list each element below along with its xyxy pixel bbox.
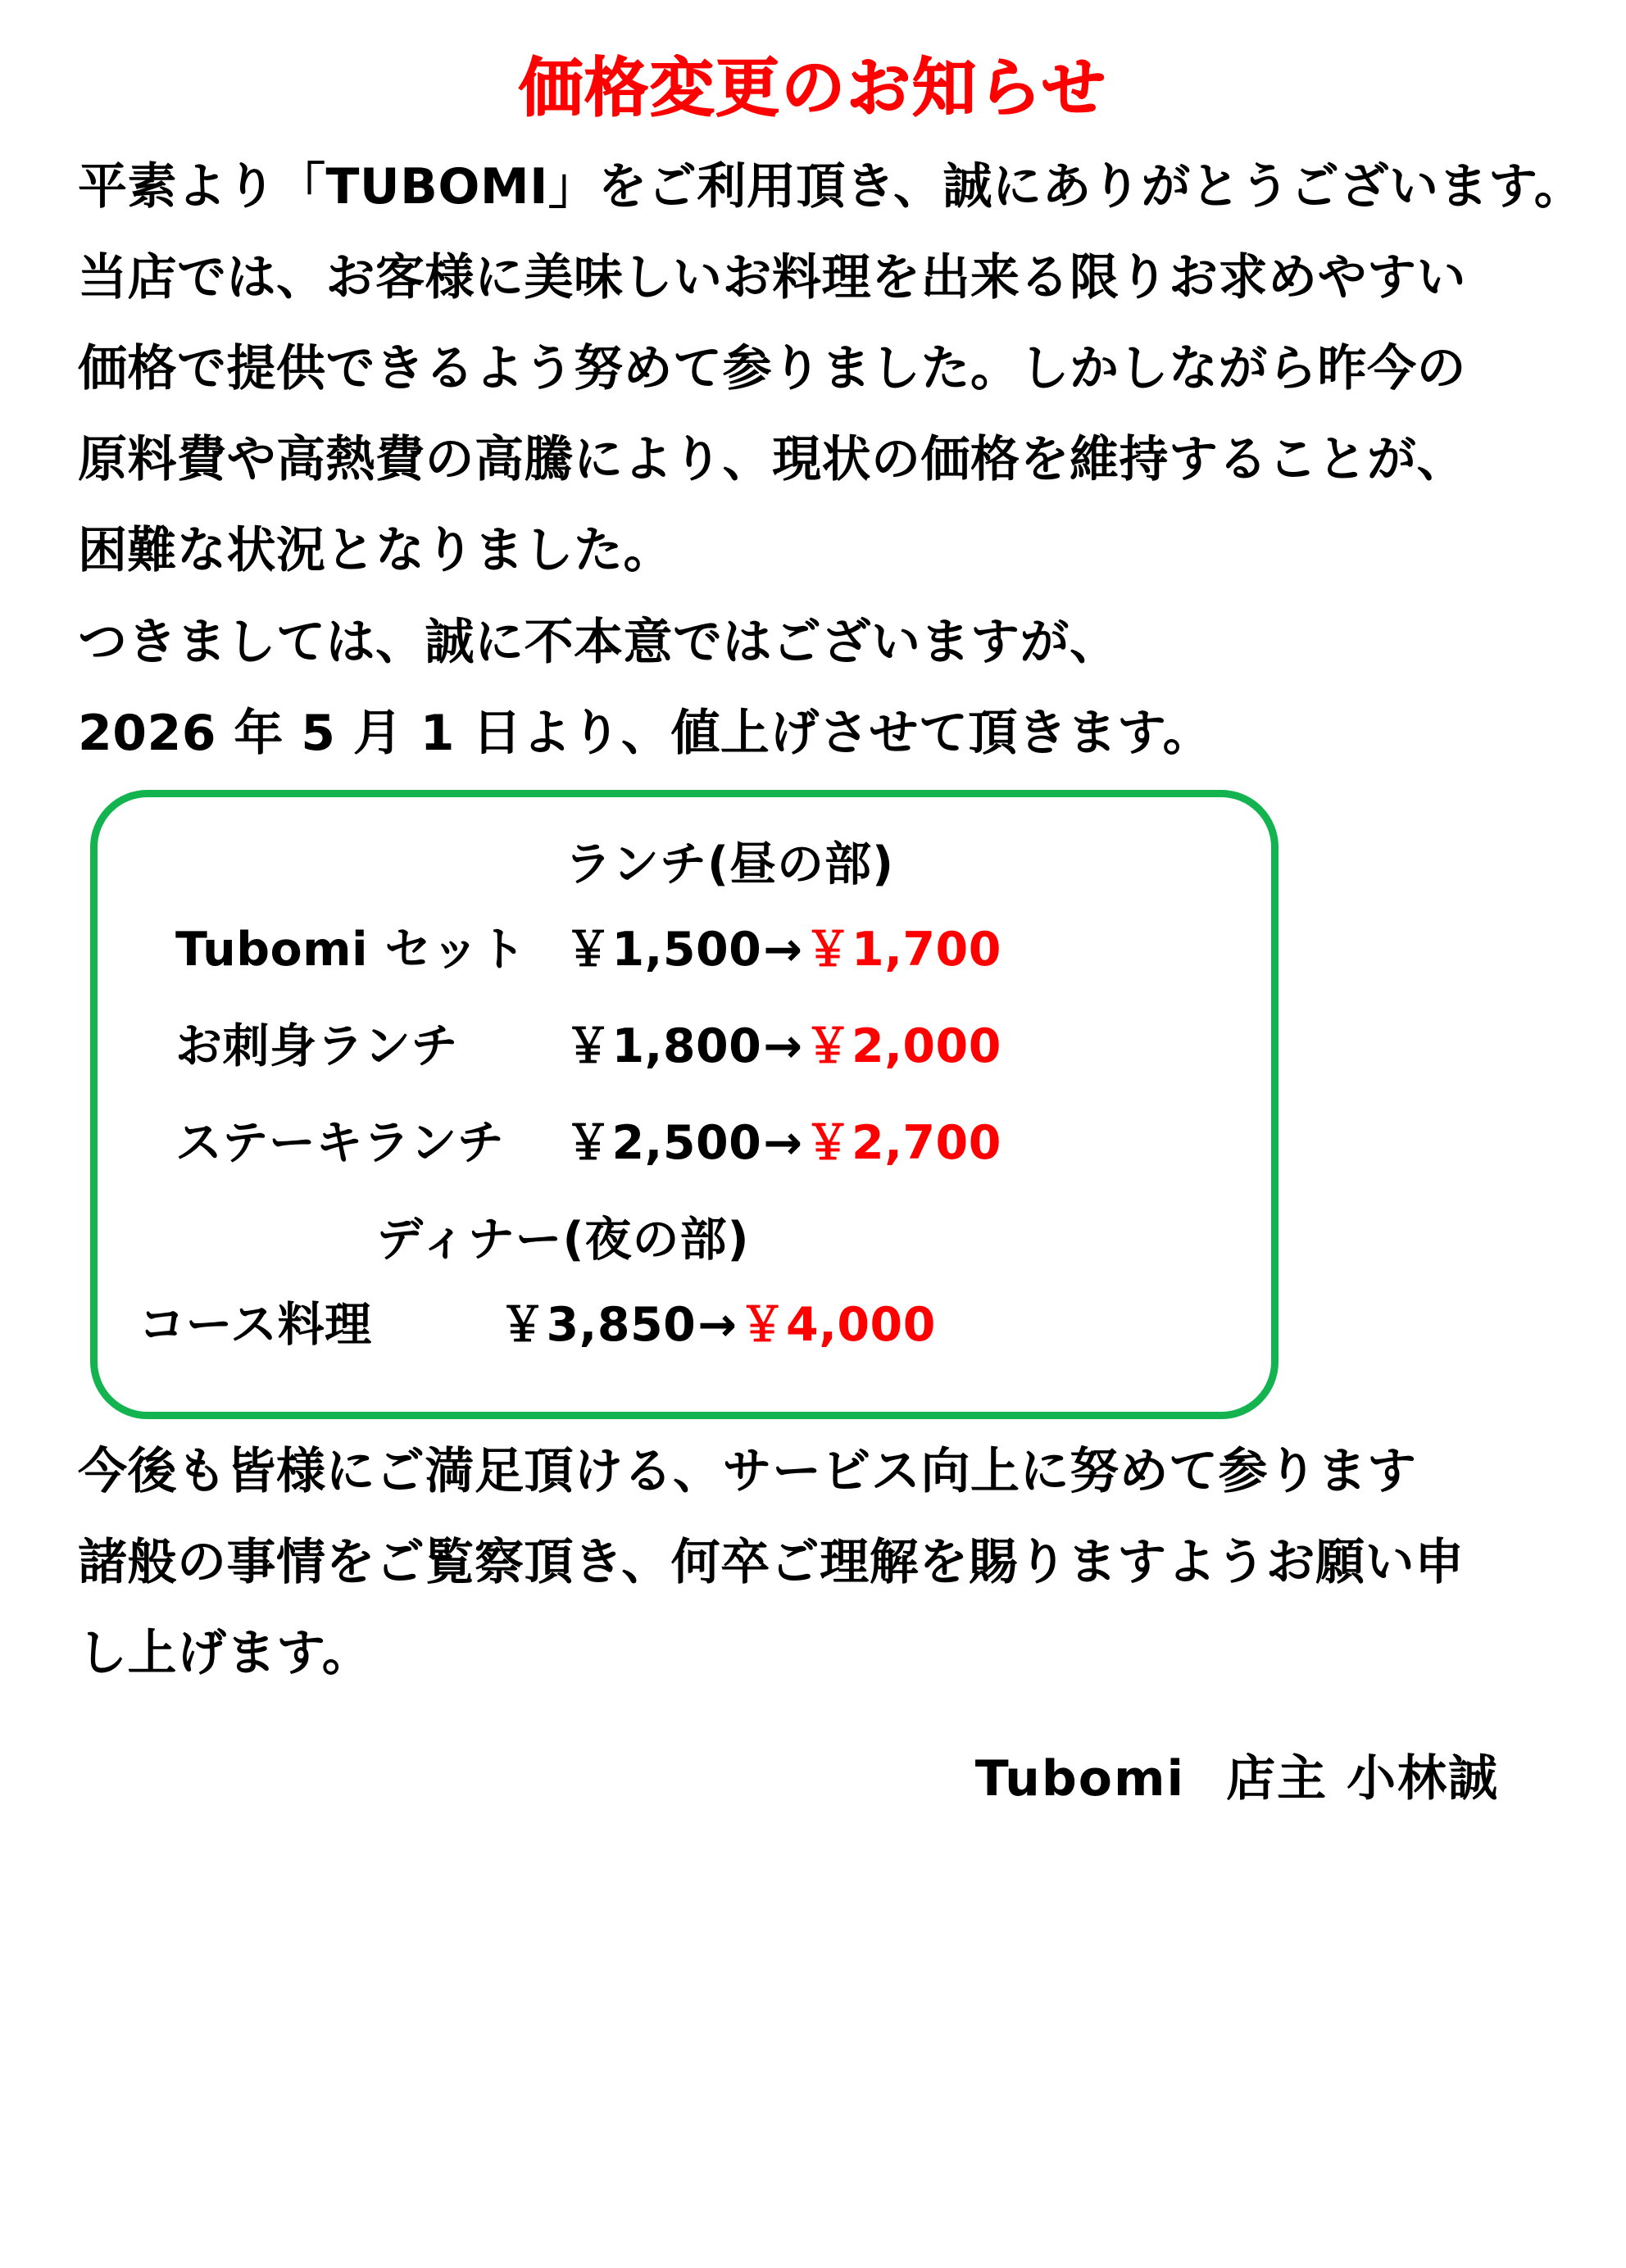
signature	[78, 1740, 1548, 1810]
price-change-box	[90, 790, 1279, 1419]
item-name: Tubomi セット	[175, 922, 526, 977]
lunch-section-heading: ランチ(昼の部)	[565, 837, 895, 891]
old-price: ￥3,850	[499, 1297, 697, 1352]
arrow-icon: →	[763, 922, 803, 977]
item-name: コース料理	[139, 1297, 372, 1352]
item-name: お刺身ランチ	[175, 1018, 458, 1073]
new-price: ￥4,000	[738, 1297, 936, 1352]
arrow-icon: →	[697, 1297, 738, 1352]
effective-line: つきましては、誠に不本意ではございますが、	[78, 613, 1120, 671]
arrow-icon: →	[763, 1018, 803, 1073]
signature-name: 小林誠	[1347, 1750, 1499, 1808]
intro-line: 平素より「TUBOMI」をご利用頂き、誠にありがとうございます。	[78, 157, 1584, 215]
price-row	[130, 1105, 1238, 1173]
intro-line: 価格で提供できるよう努めて参りました。しかしながら昨今の	[78, 339, 1466, 397]
item-name: ステーキランチ	[175, 1115, 505, 1170]
intro-line: 原料費や高熱費の高騰により、現状の価格を維持することが、	[78, 431, 1466, 489]
new-price: ￥2,700	[804, 1115, 1001, 1170]
closing-line: 諸般の事情をご覧察頂き、何卒ご理解を賜りますようお願い申	[78, 1534, 1465, 1592]
intro-line: 困難な状況となりました。	[78, 522, 673, 580]
signature-shop: Tubomi	[974, 1750, 1186, 1808]
page-title: 価格変更のお知らせ	[519, 52, 1107, 125]
price-row	[130, 912, 1238, 979]
intro-paragraph	[78, 152, 1584, 587]
intro-line: 当店では、お客様に美味しいお料理を出来る限りお求めやすい	[78, 248, 1466, 306]
effective-date-paragraph	[78, 608, 1548, 769]
old-price: ￥2,500	[565, 1115, 762, 1170]
price-row	[130, 1009, 1238, 1076]
dinner-section-heading: ディナー(夜の部)	[376, 1212, 750, 1267]
effective-line: 2026 年 5 月 1 日より、値上げさせて頂きます。	[78, 704, 1213, 762]
closing-line: 今後も皆様にご満足頂ける、サービス向上に努めて参ります	[78, 1442, 1417, 1500]
closing-line: し上げます。	[78, 1625, 372, 1683]
old-price: ￥1,500	[565, 922, 762, 977]
new-price: ￥2,000	[804, 1018, 1001, 1073]
price-row	[130, 1287, 1238, 1354]
closing-paragraph	[78, 1437, 1548, 1690]
signature-role: 店主	[1226, 1750, 1329, 1808]
old-price: ￥1,800	[565, 1018, 762, 1073]
new-price: ￥1,700	[804, 922, 1001, 977]
arrow-icon: →	[763, 1115, 803, 1170]
